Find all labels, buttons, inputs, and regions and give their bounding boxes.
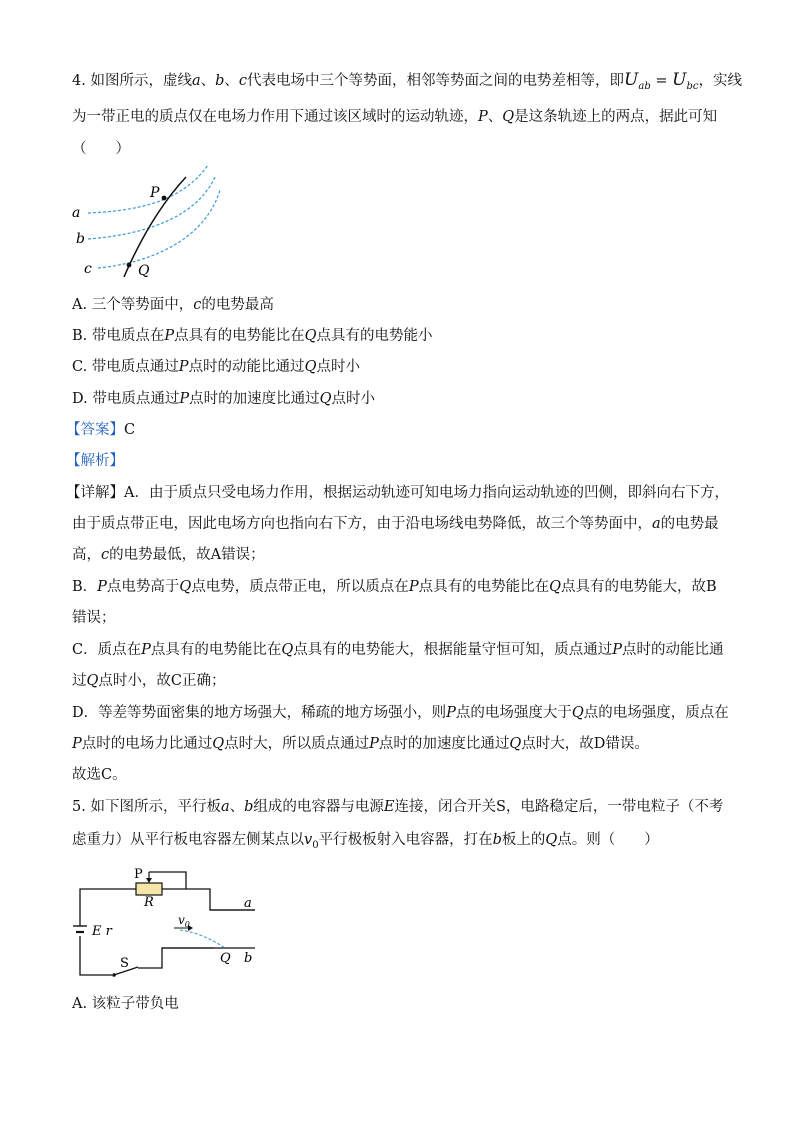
var: Q <box>319 391 332 407</box>
text: B． <box>72 579 98 595</box>
q4-exp-line2 <box>72 514 719 534</box>
var: a <box>220 799 230 815</box>
var: P <box>478 109 488 125</box>
var: P <box>164 328 175 344</box>
q4-exp-line1 <box>66 483 729 503</box>
text: 虑重力）从平行板电容器左侧某点以 <box>72 832 304 848</box>
wire-switch-right <box>138 948 214 968</box>
rheostat <box>136 883 162 895</box>
var: c <box>238 73 248 89</box>
text: 、 <box>200 73 216 89</box>
text: 点时大，所以质点通过 <box>224 736 370 752</box>
equipotential-a <box>88 165 208 213</box>
label-S: S <box>120 956 129 971</box>
text: 点时小，故C正确； <box>98 673 226 689</box>
var: c <box>193 297 202 313</box>
wire-top-left <box>80 889 136 926</box>
var: U <box>624 70 639 90</box>
label-P: P <box>134 867 143 882</box>
text: 点具有的电势能比在 <box>150 642 282 658</box>
answer-value: C <box>124 422 136 438</box>
var: U <box>672 70 687 90</box>
label-P: P <box>150 185 160 201</box>
q4-figure <box>70 165 230 285</box>
label-a: a <box>244 896 252 911</box>
text: D．等差等势面密集的地方场强大，稀疏的地方场强小，则 <box>72 705 447 721</box>
text: A．由于质点只受电场力作用，根据运动轨迹可知电场力指向运动轨迹的凹侧，即斜向右下方， <box>124 485 729 501</box>
text: 点时的动能比通过 <box>188 359 305 375</box>
q4-conclusion: 故选C。 <box>72 767 127 783</box>
wire-rheostat-plate <box>162 889 255 910</box>
q4-option-A[interactable] <box>72 295 274 315</box>
text: 点时大，故D错误。 <box>521 736 649 752</box>
label-R: R <box>144 895 154 910</box>
subscript: bc <box>686 80 699 92</box>
q4-exp-line5: 错误； <box>72 610 116 626</box>
text: 的电势最高 <box>201 297 274 313</box>
detail-tag: 【详解】 <box>66 485 124 501</box>
text: 点时的电场力比通过 <box>81 736 213 752</box>
slider-arrowhead <box>146 878 152 883</box>
q4-exp-line3 <box>72 545 265 565</box>
var: Q <box>212 736 225 752</box>
text: 点电势，质点带正电，所以质点在 <box>191 579 409 595</box>
q5-stem-line1 <box>72 797 723 817</box>
var: b <box>244 799 254 815</box>
var: Q <box>86 673 99 689</box>
q5-circuit-figure <box>70 860 270 985</box>
text: 点时小 <box>316 359 360 375</box>
wire-left-bottom <box>80 936 112 975</box>
var: b <box>215 73 225 89</box>
text: 连接，闭合开关S，电路稳定后，一带电粒子（不考 <box>394 799 724 815</box>
q4-stem-line1 <box>72 70 742 97</box>
label-Q: Q <box>220 951 231 966</box>
text: 、 <box>229 799 245 815</box>
text: A. 三个等势面中， <box>72 297 194 313</box>
q4-option-C[interactable] <box>72 357 360 377</box>
q4-stem-line2 <box>72 107 717 127</box>
analysis-tag: 【解析】 <box>66 453 124 469</box>
label-Q: Q <box>138 263 150 279</box>
point-P <box>162 196 167 201</box>
label-b: b <box>244 951 253 966</box>
text: 板上的 <box>501 832 546 848</box>
subscript: ab <box>638 80 651 92</box>
text: C. 带电质点通过 <box>72 359 179 375</box>
text: 点具有的电势能比在 <box>418 579 550 595</box>
point-Q <box>127 263 132 268</box>
q4-exp-line9 <box>72 734 649 754</box>
text: 点具有的电势能比在 <box>174 328 305 344</box>
label-v0: $v_0$ <box>178 913 190 929</box>
text: 过 <box>72 673 87 689</box>
text: 点时的动能比通 <box>622 642 724 658</box>
text: 代表电场中三个等势面，相邻等势面之间的电势差相等，即 <box>247 73 625 89</box>
text: 点的电场强度大于 <box>455 705 572 721</box>
var: Q <box>281 642 294 658</box>
q4-exp-line8 <box>72 703 729 723</box>
var: c <box>101 547 110 563</box>
var: Q <box>502 109 515 125</box>
q4-exp-line7 <box>72 671 225 691</box>
q4-exp-line4 <box>72 577 717 597</box>
text: 的电势最 <box>660 516 719 532</box>
var: v <box>304 832 313 848</box>
var: P <box>141 642 151 658</box>
q4-analysis-tag <box>66 451 124 471</box>
label-b: b <box>76 231 85 247</box>
text: 点具有的电势能大，根据能量守恒可知，质点通过 <box>293 642 613 658</box>
text: 、 <box>487 109 503 125</box>
var: Q <box>549 579 561 595</box>
text: D. 带电质点通过 <box>72 391 180 407</box>
text: C．质点在 <box>72 642 142 658</box>
particle-path <box>180 930 225 948</box>
var: P <box>72 736 82 752</box>
var: Q <box>509 736 522 752</box>
var: P <box>178 359 189 375</box>
q4-exp-line6 <box>72 640 724 660</box>
subscript: 0 <box>312 839 319 851</box>
text: 由于质点带正电，因此电场方向也指向右下方，由于沿电场线电势降低，故三个等势面中， <box>72 516 652 532</box>
var: b <box>492 832 502 848</box>
text: 的电势最低，故A错误； <box>109 547 265 563</box>
text: 平行极板射入电容器，打在 <box>318 832 493 848</box>
q4-answer <box>66 420 135 440</box>
label-a: a <box>72 205 81 221</box>
text: 点具有的电势能小 <box>316 328 433 344</box>
text: 点时小 <box>331 391 375 407</box>
q5-option-A[interactable]: A. 该粒子带负电 <box>72 996 179 1012</box>
text: = <box>650 73 673 89</box>
q4-paren: （ ） <box>72 141 130 157</box>
var: P <box>612 642 623 658</box>
answer-tag: 【答案】 <box>66 422 124 438</box>
q5-stem-line2 <box>72 830 659 856</box>
label-c: c <box>84 261 92 277</box>
text: 高， <box>72 547 101 563</box>
text: 、 <box>224 73 239 89</box>
text: 组成的电容器与电源 <box>253 799 384 815</box>
text: 5. 如下图所示，平行板 <box>72 799 221 815</box>
q4-option-B[interactable] <box>72 326 433 346</box>
text: ，实线 <box>698 73 742 89</box>
var: P <box>179 391 190 407</box>
text: 4. 如图所示，虚线 <box>72 73 192 89</box>
var: Q <box>179 579 192 595</box>
text: B. 带电质点在 <box>72 328 165 344</box>
var: E <box>383 799 395 815</box>
q4-option-D[interactable] <box>72 389 375 409</box>
text: 点具有的电势能大，故B <box>560 579 717 595</box>
var: a <box>191 73 201 89</box>
label-Er: E r <box>92 924 112 939</box>
text: 点。则（ ） <box>557 832 659 848</box>
var: Q <box>304 328 317 344</box>
text: 为一带正电的质点仅在电场力作用下通过该区域时的运动轨迹， <box>72 109 478 125</box>
text: 点的电场强度，质点在 <box>583 705 729 721</box>
var: a <box>652 516 661 532</box>
var: Q <box>571 705 584 721</box>
var: P <box>446 705 456 721</box>
var: Q <box>304 359 317 375</box>
text: 点时的加速度比通过 <box>189 391 320 407</box>
var: Q <box>545 832 558 848</box>
var: P <box>369 736 379 752</box>
var: P <box>408 579 419 595</box>
text: 点时的加速度比通过 <box>378 736 510 752</box>
text: 是这条轨迹上的两点，据此可知 <box>514 109 718 125</box>
text: 点电势高于 <box>106 579 180 595</box>
var: P <box>97 579 107 595</box>
